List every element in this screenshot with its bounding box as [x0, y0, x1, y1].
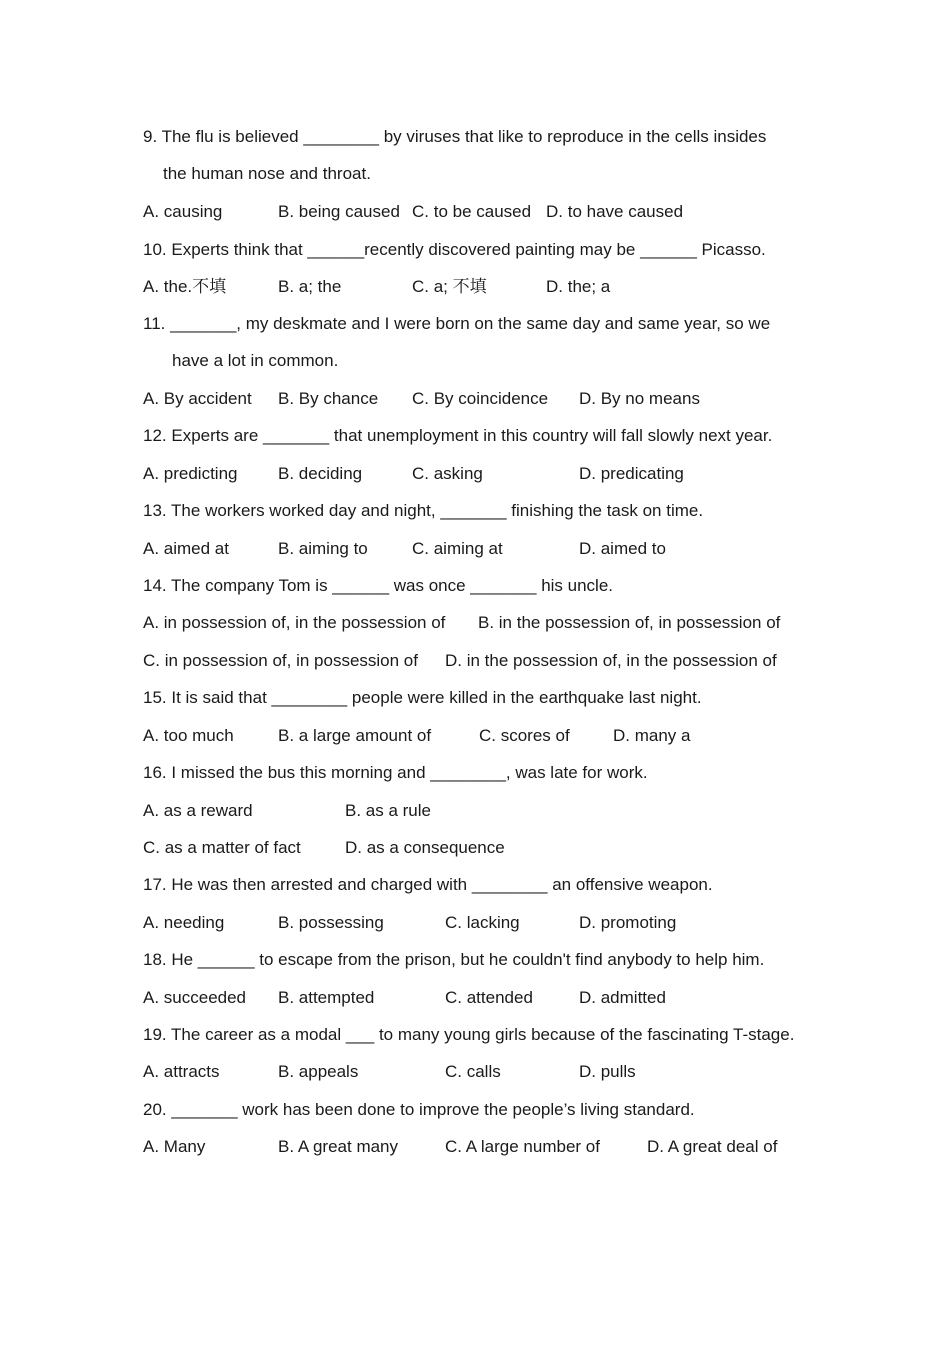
question-14-option-a: A. in possession of, in the possession of: [143, 613, 446, 632]
question-17-option-d: D. promoting: [579, 913, 677, 932]
question-16-option-d: D. as a consequence: [345, 838, 505, 857]
question-18-option-d: D. admitted: [579, 988, 666, 1007]
question-16-option-b: B. as a rule: [345, 801, 431, 820]
question-12-option-a: A. predicting: [143, 464, 238, 483]
question-17-option-b: B. possessing: [278, 913, 384, 932]
question-20-option-d: D. A great deal of: [647, 1137, 778, 1156]
question-14-option-d: D. in the possession of, in the possession of: [445, 651, 777, 670]
question-12-option-c: C. asking: [412, 464, 483, 483]
question-10-option-d: D. the; a: [546, 277, 611, 296]
question-9-option-a: A. causing: [143, 202, 223, 221]
question-11-stem: 11. _______, my deskmate and I were born on the same day and same year, so we: [143, 314, 771, 333]
question-17-stem: 17. He was then arrested and charged with ________ an offensive weapon.: [143, 875, 713, 894]
question-15-option-b: B. a large amount of: [278, 726, 432, 745]
question-18-option-b: B. attempted: [278, 988, 375, 1007]
question-12-option-b: B. deciding: [278, 464, 363, 483]
question-9-option-b: B. being caused: [278, 202, 400, 221]
question-19-stem: 19. The career as a modal ___ to many young girls because of the fascinating T-stage.: [143, 1025, 795, 1044]
question-19-option-d: D. pulls: [579, 1062, 636, 1081]
question-9-stem-cont: the human nose and throat.: [163, 164, 371, 183]
question-10-option-b: B. a; the: [278, 277, 342, 296]
question-11-option-a: A. By accident: [143, 389, 252, 408]
question-14-stem: 14. The company Tom is ______ was once _______ his uncle.: [143, 576, 614, 595]
question-12-stem: 12. Experts are _______ that unemployment in this country will fall slowly next year.: [143, 426, 773, 445]
question-17-option-a: A. needing: [143, 913, 225, 932]
question-13-option-d: D. aimed to: [579, 539, 666, 558]
question-20-option-a: A. Many: [143, 1137, 206, 1156]
question-12-option-d: D. predicating: [579, 464, 684, 483]
question-14-option-c: C. in possession of, in possession of: [143, 651, 418, 670]
question-15-option-d: D. many a: [613, 726, 691, 745]
question-16-option-c: C. as a matter of fact: [143, 838, 301, 857]
question-20-option-b: B. A great many: [278, 1137, 399, 1156]
question-11-option-c: C. By coincidence: [412, 389, 549, 408]
question-19-option-a: A. attracts: [143, 1062, 220, 1081]
question-9-option-c: C. to be caused: [412, 202, 532, 221]
question-15-option-c: C. scores of: [479, 726, 570, 745]
question-9-option-d: D. to have caused: [546, 202, 684, 221]
question-19-option-c: C. calls: [445, 1062, 501, 1081]
question-18-option-a: A. succeeded: [143, 988, 247, 1007]
question-18-stem: 18. He ______ to escape from the prison, but he couldn't find anybody to help him.: [143, 950, 765, 969]
question-9-stem: 9. The flu is believed ________ by viruses that like to reproduce in the cells insides: [143, 127, 767, 146]
question-13-option-a: A. aimed at: [143, 539, 229, 558]
question-15-option-a: A. too much: [143, 726, 234, 745]
question-20-stem: 20. _______ work has been done to improve the people’s living standard.: [143, 1100, 695, 1119]
question-10-stem: 10. Experts think that ______recently discovered painting may be ______ Picasso.: [143, 240, 766, 259]
question-20-option-c: C. A large number of: [445, 1137, 600, 1156]
question-13-option-b: B. aiming to: [278, 539, 368, 558]
question-17-option-c: C. lacking: [445, 913, 520, 932]
question-10-option-a: A. the.不填: [143, 277, 227, 296]
question-15-stem: 15. It is said that ________ people were killed in the earthquake last night.: [143, 688, 702, 707]
question-13-option-c: C. aiming at: [412, 539, 503, 558]
question-16-stem: 16. I missed the bus this morning and ________, was late for work.: [143, 763, 648, 782]
question-13-stem: 13. The workers worked day and night, _______ finishing the task on time.: [143, 501, 704, 520]
question-14-option-b: B. in the possession of, in possession of: [478, 613, 781, 632]
question-11-option-b: B. By chance: [278, 389, 379, 408]
question-16-option-a: A. as a reward: [143, 801, 253, 820]
question-11-stem-cont: have a lot in common.: [172, 351, 339, 370]
question-19-option-b: B. appeals: [278, 1062, 359, 1081]
question-10-option-c: C. a; 不填: [412, 277, 487, 296]
question-18-option-c: C. attended: [445, 988, 533, 1007]
question-11-option-d: D. By no means: [579, 389, 700, 408]
